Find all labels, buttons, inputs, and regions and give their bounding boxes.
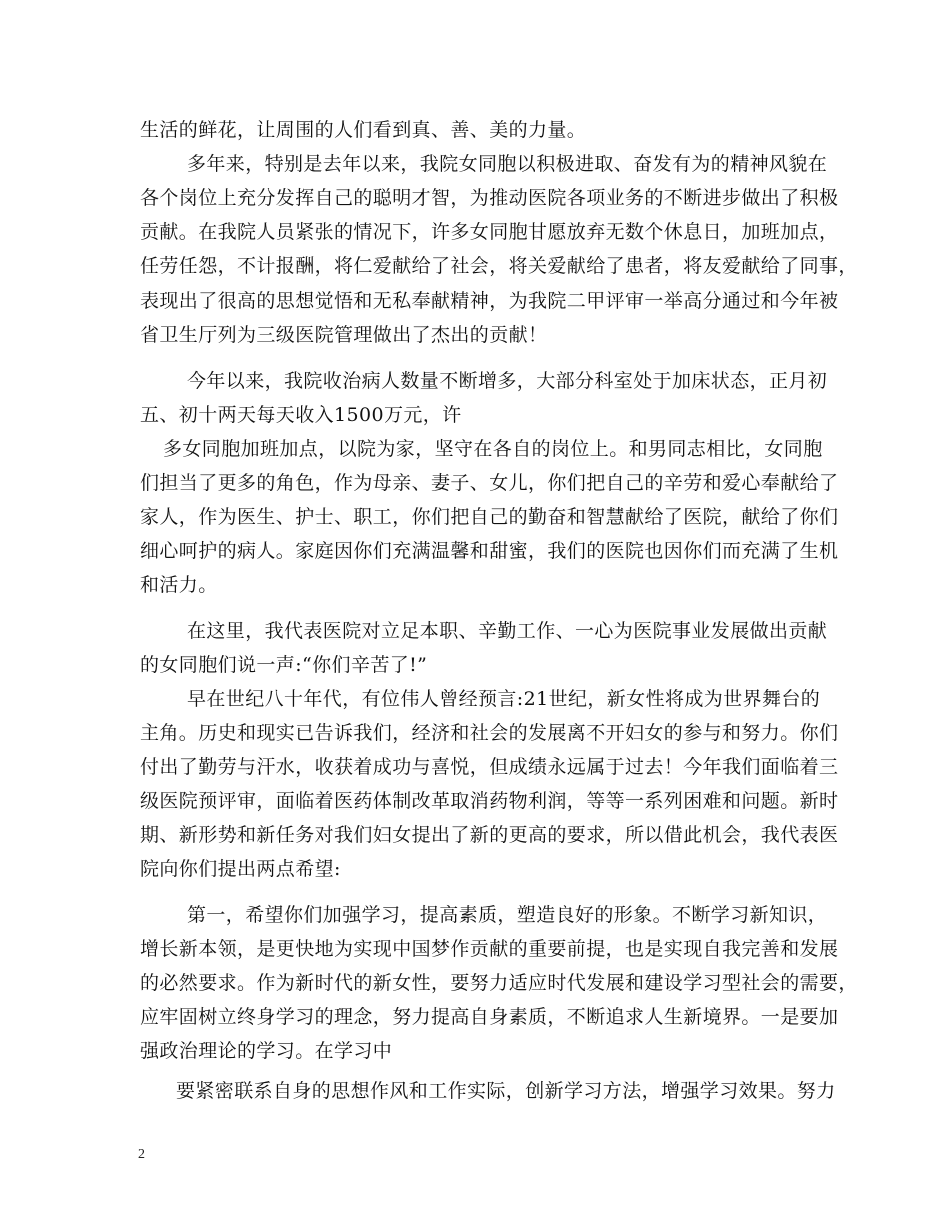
page-number: 2 xyxy=(138,1147,145,1162)
text-line: 付出了勤劳与汗水，收获着成功与喜悦，但成绩永远属于过去！今年我们面临着三 xyxy=(140,756,839,778)
text-line: 第一，希望你们加强学习，提高素质，塑造良好的形象。不断学习新知识， xyxy=(187,904,828,926)
text-line: 要紧密联系自身的思想作风和工作实际，创新学习方法，增强学习效果。努力 xyxy=(176,1080,836,1102)
text-line: 的必然要求。作为新时代的新女性，要努力适应时代发展和建设学习型社会的需要， xyxy=(140,972,858,994)
text-line: 强政治理论的学习。在学习中 xyxy=(140,1040,393,1062)
text-line: 细心呵护的病人。家庭因你们充满温馨和甜蜜，我们的医院也因你们而充满了生机 xyxy=(140,540,839,562)
text-line: 和活力。 xyxy=(140,574,218,596)
text-line: 多女同胞加班加点，以院为家，坚守在各自的岗位上。和男同志相比，女同胞 xyxy=(163,438,823,460)
text-line: 们担当了更多的角色，作为母亲、妻子、女儿，你们把自己的辛劳和爱心奉献给了 xyxy=(140,472,839,494)
text-line: 级医院预评审，面临着医药体制改革取消药物利润，等等一系列困难和问题。新时 xyxy=(140,790,839,812)
text-line: 应牢固树立终身学习的理念，努力提高自身素质，不断追求人生新境界。一是要加 xyxy=(140,1006,839,1028)
text-line: 早在世纪八十年代，有位伟人曾经预言:21世纪，新女性将成为世界舞台的 xyxy=(187,688,821,710)
text-line: 生活的鲜花，让周围的人们看到真、善、美的力量。 xyxy=(140,119,587,141)
text-line: 贡献。在我院人员紧张的情况下，许多女同胞甘愿放弃无数个休息日，加班加点， xyxy=(140,221,839,243)
text-line: 各个岗位上充分发挥自己的聪明才智，为推动医院各项业务的不断进步做出了积极 xyxy=(140,187,839,209)
text-line: 今年以来，我院收治病人数量不断增多，大部分科室处于加床状态，正月初 xyxy=(187,370,828,392)
text-line: 院向你们提出两点希望: xyxy=(140,858,341,880)
text-line: 在这里，我代表医院对立足本职、辛勤工作、一心为医院事业发展做出贡献 xyxy=(187,620,828,642)
text-line: 省卫生厅列为三级医院管理做出了杰出的贡献！ xyxy=(140,324,548,346)
text-line: 任劳任怨，不计报酬，将仁爱献给了社会，将关爱献给了患者，将友爱献给了同事， xyxy=(140,255,858,277)
text-line: 五、初十两天每天收入1500万元，许 xyxy=(140,404,462,426)
text-line: 家人，作为医生、护士、职工，你们把自己的勤奋和智慧献给了医院，献给了你们 xyxy=(140,506,839,528)
text-line: 期、新形势和新任务对我们妇女提出了新的更高的要求，所以借此机会，我代表医 xyxy=(140,824,839,846)
text-line: 主角。历史和现实已告诉我们，经济和社会的发展离不开妇女的参与和努力。你们 xyxy=(140,722,839,744)
text-line: 表现出了很高的思想觉悟和无私奉献精神，为我院二甲评审一举高分通过和今年被 xyxy=(140,290,839,312)
text-line: 增长新本领，是更快地为实现中国梦作贡献的重要前提，也是实现自我完善和发展 xyxy=(140,938,839,960)
text-line: 的女同胞们说一声:“你们辛苦了!” xyxy=(140,654,428,676)
text-line: 多年来，特别是去年以来，我院女同胞以积极进取、奋发有为的精神风貌在 xyxy=(187,153,828,175)
